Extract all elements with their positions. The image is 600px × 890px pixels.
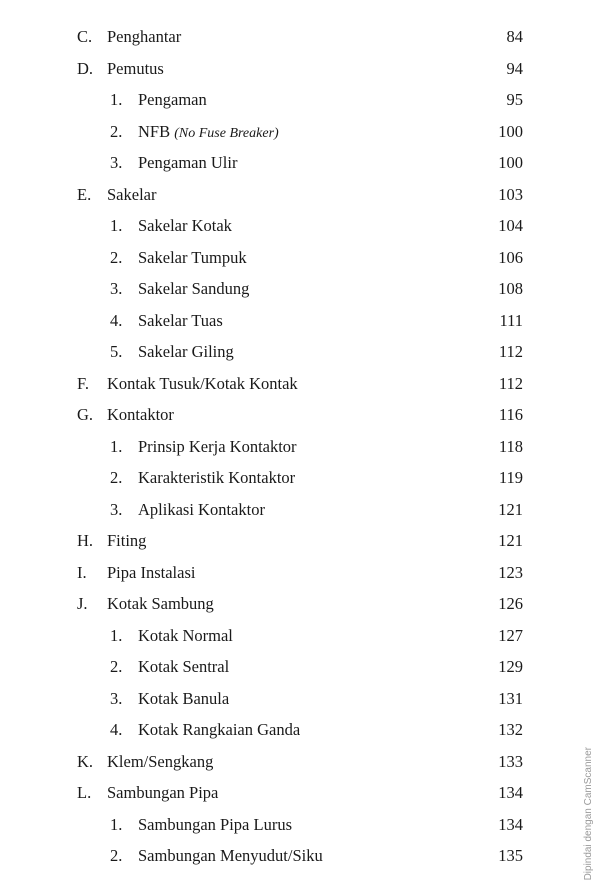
toc-entry-title-text: Sakelar Giling	[138, 342, 234, 361]
toc-entry	[0, 495, 600, 527]
toc-entry-title-text: Kotak Rangkaian Ganda	[138, 720, 301, 739]
toc-entry	[0, 274, 600, 306]
toc-entry-page-number: 133	[498, 751, 523, 771]
toc-entry	[0, 558, 600, 590]
toc-entry-title-text: Kotak Sentral	[138, 657, 230, 676]
toc-entry	[0, 306, 600, 338]
toc-entry-page-number: 112	[498, 373, 523, 393]
toc-entry-page-number: 100	[498, 121, 523, 141]
toc-entry	[0, 180, 600, 212]
toc-entry-title	[138, 248, 247, 268]
toc-entry	[0, 148, 600, 180]
toc-entry-title	[107, 374, 298, 394]
toc-entry-title	[138, 500, 265, 520]
toc-entry	[0, 85, 600, 117]
toc-entry-title	[138, 626, 233, 646]
toc-entry	[0, 621, 600, 653]
toc-entry	[0, 715, 600, 747]
toc-entry	[0, 432, 600, 464]
toc-entry-title	[138, 689, 229, 709]
toc-entry-title-text: Aplikasi Kontaktor	[138, 499, 265, 519]
toc-entry-page-number: 108	[498, 279, 523, 298]
toc-entry-title-text: Kotak Banula	[138, 688, 230, 708]
toc-entry-page-number: 104	[498, 216, 523, 235]
toc-entry-page-number: 119	[498, 468, 523, 487]
camscanner-watermark: Dipindai dengan CamScanner	[583, 746, 594, 880]
toc-entry-number: I.	[77, 562, 87, 582]
toc-entry	[0, 337, 600, 369]
toc-entry-title	[107, 27, 181, 47]
toc-entry-page-number: 100	[498, 153, 523, 172]
toc-entry-title-text: Sakelar Tumpuk	[138, 247, 247, 267]
toc-entry-title	[138, 437, 297, 457]
toc-entry-title	[138, 311, 223, 331]
toc-entry-page-number: 129	[498, 657, 523, 676]
toc-entry	[0, 243, 600, 275]
toc-entry-page-number: 94	[506, 58, 523, 78]
toc-entry-title-text: Sakelar	[107, 184, 157, 204]
toc-entry-page-number: 135	[498, 846, 523, 865]
toc-entry-number: 2.	[110, 846, 123, 865]
toc-entry-number: K.	[77, 751, 94, 771]
toc-entry-number: 3.	[110, 153, 123, 172]
toc-entry-number: H.	[77, 531, 94, 550]
toc-entry-title	[107, 752, 213, 772]
toc-entry	[0, 54, 600, 86]
toc-entry-title-text: Sakelar Tuas	[138, 310, 223, 330]
toc-entry-number: E.	[77, 184, 92, 204]
toc-entry-title-text: Klem/Sengkang	[107, 751, 214, 771]
toc-entry-title-text: Pipa Instalasi	[107, 562, 196, 582]
toc-entry-page-number: 111	[499, 310, 523, 330]
toc-entry-title-text: Sakelar Kotak	[138, 216, 232, 235]
toc-entry-title	[138, 122, 279, 142]
toc-entry-page-number: 123	[498, 562, 523, 582]
toc-entry-title-text: Kontak Tusuk/Kotak Kontak	[107, 373, 298, 393]
toc-entry-number: J.	[77, 594, 88, 613]
toc-entry-title	[107, 594, 214, 614]
toc-entry	[0, 841, 600, 873]
toc-entry-page-number: 116	[498, 405, 523, 424]
toc-entry-title-text: NFB	[138, 121, 171, 141]
toc-entry-title	[138, 216, 232, 236]
toc-entry-number: 1.	[110, 216, 123, 235]
toc-entry-title	[138, 342, 234, 362]
toc-entry	[0, 589, 600, 621]
toc-entry-title-text: Kotak Sambung	[107, 594, 214, 613]
toc-entry-number: D.	[77, 58, 94, 78]
toc-entry-title	[138, 468, 295, 488]
toc-entry-title-text: Sambungan Menyudut/Siku	[138, 846, 323, 865]
toc-entry-number: G.	[77, 405, 94, 424]
toc-entry-page-number: 112	[498, 342, 523, 361]
toc-entry-title-text: Sambungan Pipa Lurus	[138, 814, 292, 834]
toc-entry-number: L.	[77, 783, 92, 802]
toc-entry-title-text: Kontaktor	[107, 405, 174, 424]
toc-entry-title	[138, 657, 229, 677]
toc-entry-number: C.	[77, 27, 93, 46]
toc-entry-number: 2.	[110, 468, 123, 487]
toc-entry-number: 5.	[110, 342, 123, 361]
toc-entry-title-text: Karakteristik Kontaktor	[138, 468, 296, 487]
toc-entry-title	[107, 531, 146, 551]
toc-entry	[0, 684, 600, 716]
toc-entry-number: 1.	[110, 814, 123, 834]
toc-entry-page-number: 103	[498, 184, 523, 204]
toc-entry	[0, 117, 600, 149]
toc-entry	[0, 369, 600, 401]
toc-entry-title-italic: (No Fuse Breaker)	[174, 125, 279, 141]
toc-entry-title-text: Sambungan Pipa	[107, 783, 219, 802]
toc-entry-page-number: 95	[506, 90, 523, 109]
toc-entry-title	[107, 783, 218, 803]
toc-entry	[0, 810, 600, 842]
toc-entry-title	[107, 185, 156, 205]
toc-entry-number: 3.	[110, 499, 123, 519]
toc-entry-page-number: 126	[498, 594, 523, 613]
toc-entry	[0, 211, 600, 243]
toc-entry-number: 1.	[110, 436, 123, 456]
toc-entry-title-text: Pengaman Ulir	[138, 153, 238, 172]
toc-entry-page-number: 84	[506, 27, 523, 46]
toc-entry-number: 4.	[110, 720, 123, 739]
toc-entry	[0, 747, 600, 779]
toc-entry-page-number: 121	[498, 531, 523, 550]
toc-entry-number: 1.	[110, 90, 123, 109]
toc-entry	[0, 22, 600, 54]
toc-entry-title-text: Fiting	[107, 531, 147, 550]
toc-entry-title-text: Penghantar	[107, 27, 182, 46]
toc-entry-title	[138, 90, 207, 110]
toc-entry-title	[107, 405, 174, 425]
toc-entry	[0, 652, 600, 684]
table-of-contents	[0, 22, 600, 873]
toc-entry-title	[138, 815, 292, 835]
toc-entry-title	[138, 279, 249, 299]
toc-entry-page-number: 134	[498, 814, 523, 834]
toc-entry-title-text: Kotak Normal	[138, 625, 233, 645]
toc-entry-page-number: 127	[498, 625, 523, 645]
toc-entry-page-number: 118	[498, 436, 523, 456]
toc-entry-title	[138, 846, 323, 866]
toc-entry-title-text: Pengaman	[138, 90, 207, 109]
toc-entry	[0, 400, 600, 432]
toc-entry-title	[138, 153, 237, 173]
toc-entry-title	[107, 563, 195, 583]
toc-entry-title	[138, 720, 300, 740]
toc-entry-number: 4.	[110, 310, 123, 330]
toc-entry-page-number: 132	[498, 720, 523, 739]
toc-entry-title-text: Prinsip Kerja Kontaktor	[138, 436, 297, 456]
toc-entry-page-number: 106	[498, 247, 523, 267]
toc-entry-page-number: 131	[498, 688, 523, 708]
toc-entry-title	[107, 59, 164, 79]
toc-entry-number: 2.	[110, 121, 123, 141]
toc-entry	[0, 778, 600, 810]
toc-entry-title-text: Pemutus	[107, 58, 164, 78]
toc-entry-number: 2.	[110, 247, 123, 267]
toc-entry-number: 3.	[110, 279, 123, 298]
toc-entry-title-text: Sakelar Sandung	[138, 279, 250, 298]
toc-entry-number: 1.	[110, 625, 123, 645]
toc-entry-number: 3.	[110, 688, 123, 708]
toc-entry-number: F.	[77, 373, 89, 393]
toc-entry-page-number: 121	[498, 499, 523, 519]
toc-entry	[0, 526, 600, 558]
toc-entry-number: 2.	[110, 657, 123, 676]
toc-entry	[0, 463, 600, 495]
toc-entry-page-number: 134	[498, 783, 523, 802]
